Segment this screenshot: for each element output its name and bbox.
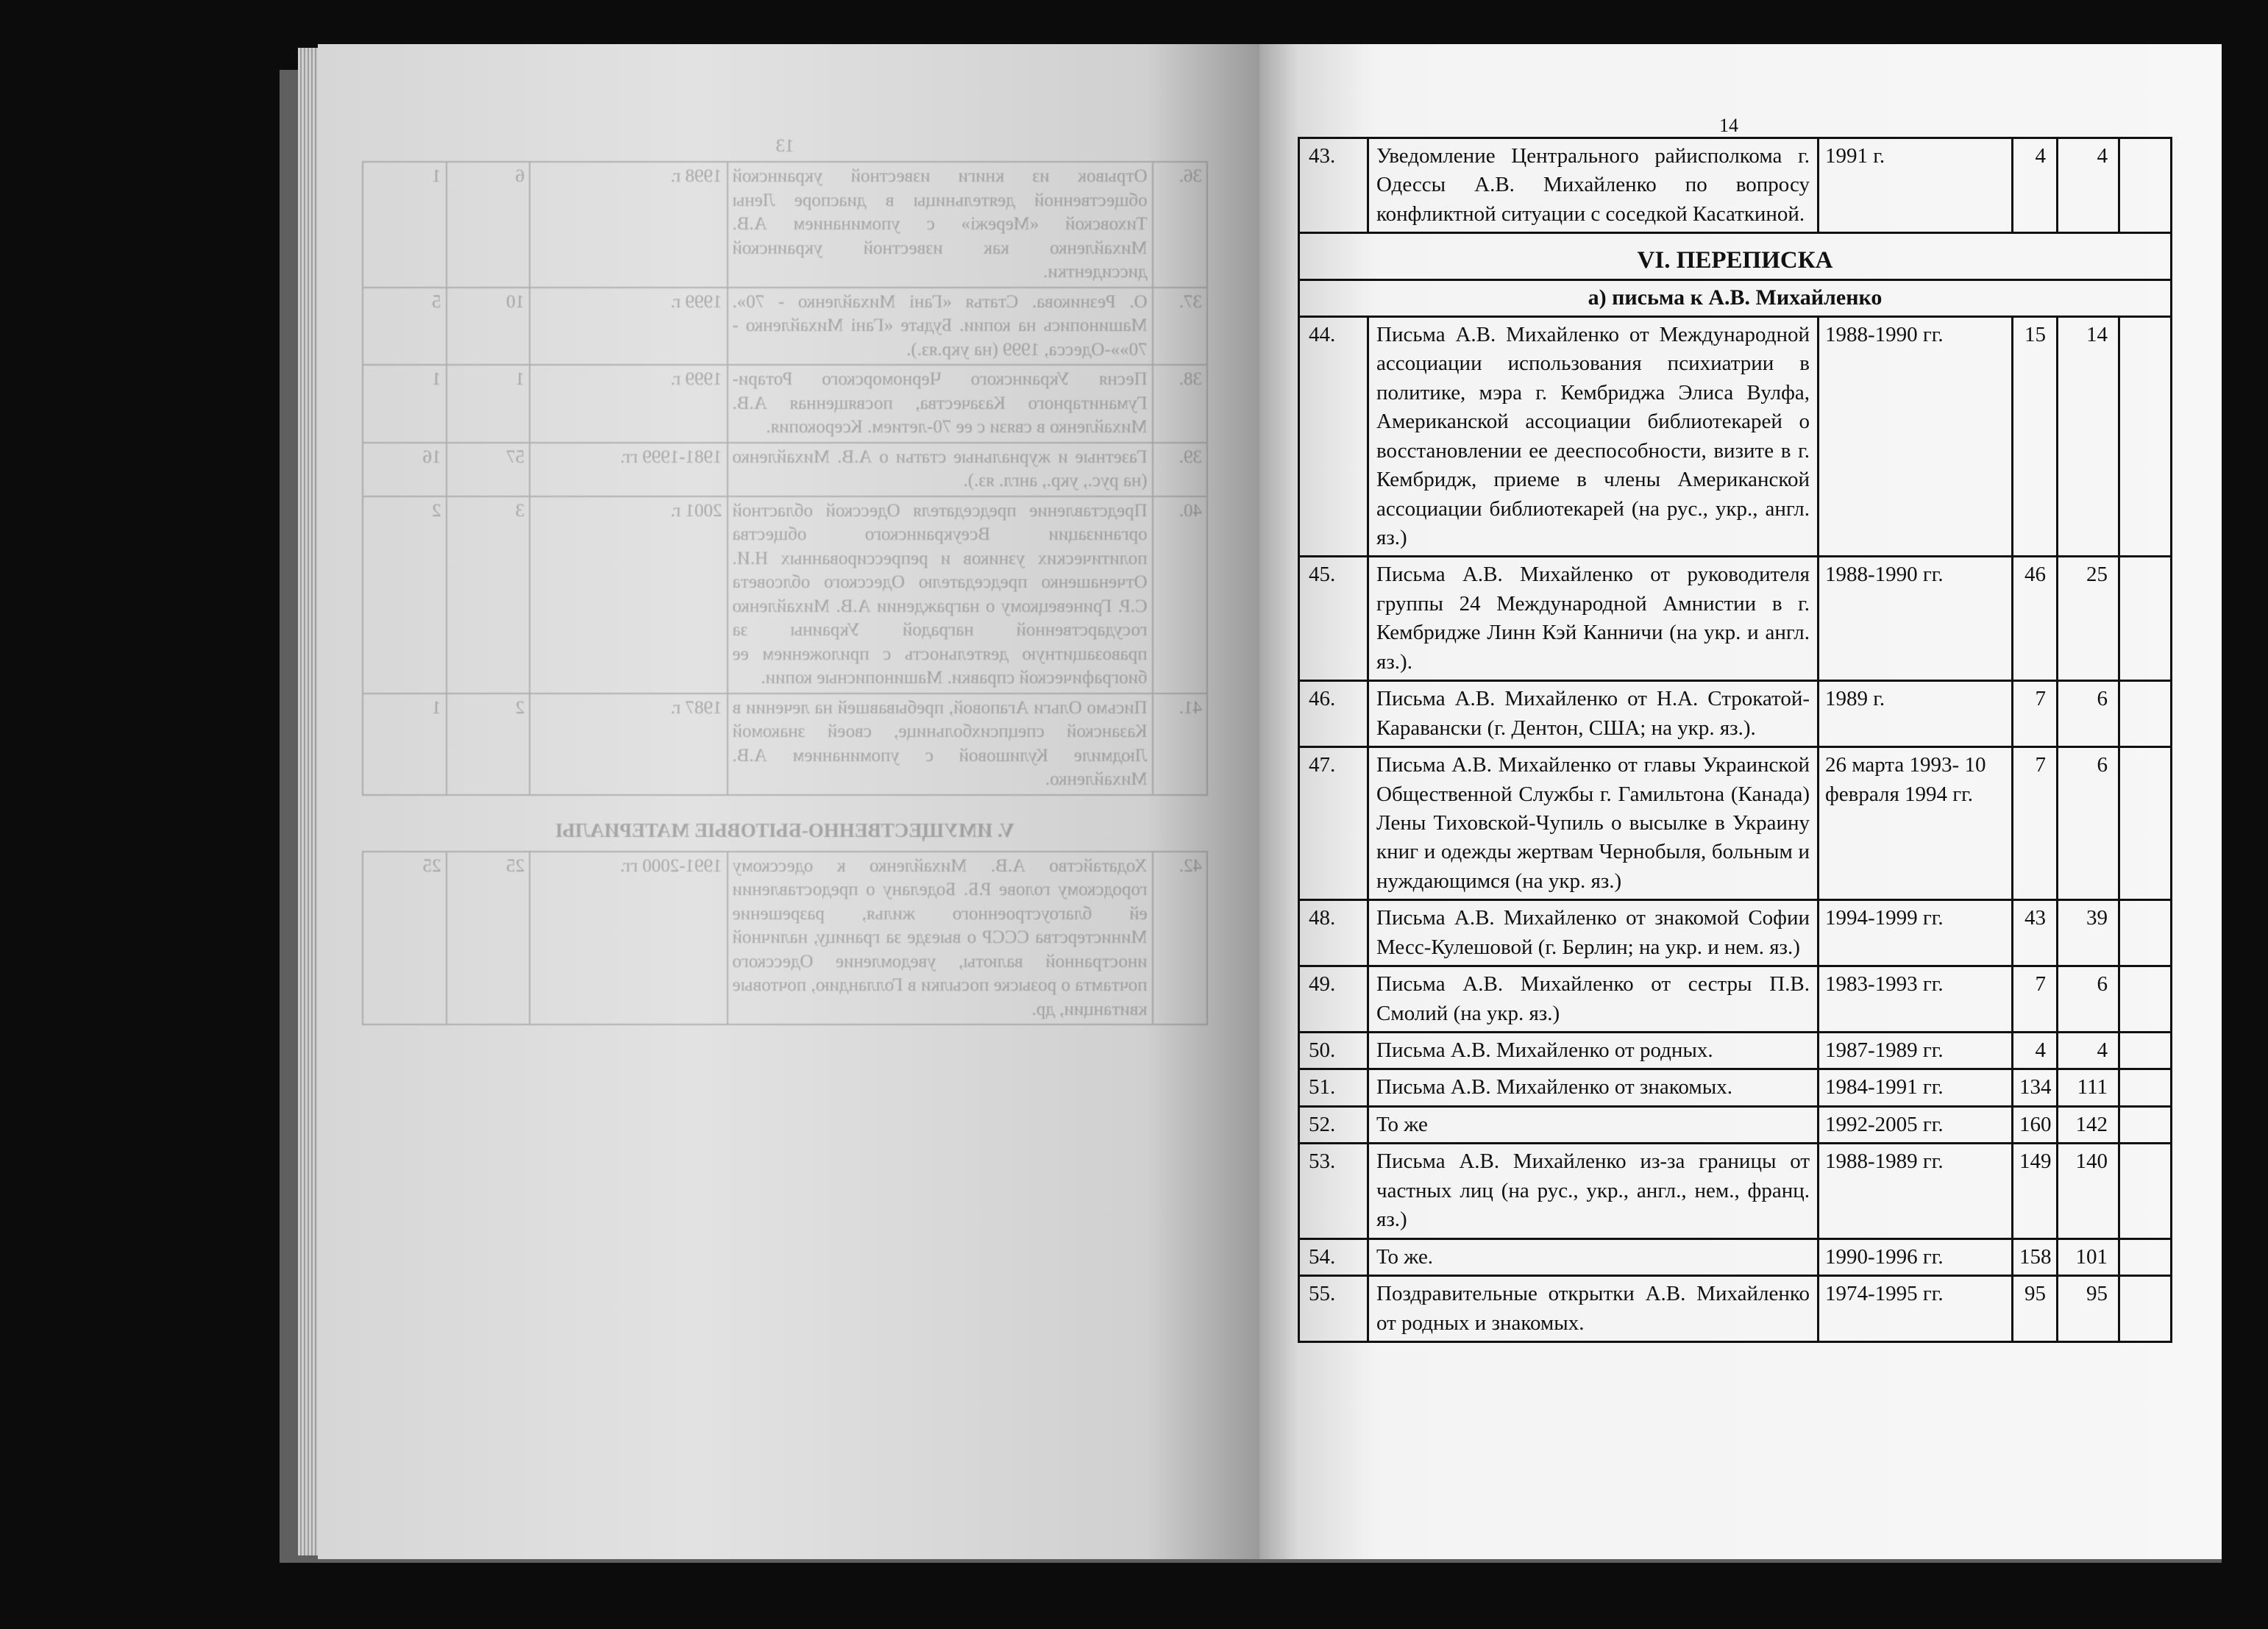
row-title: То же.: [1368, 1238, 1819, 1275]
row-number: 43.: [1299, 138, 1368, 233]
row-title: Уведомление Центрального райисполкома г. Одессы А.В. Михайленко по вопросу конфликтной ситуации с соседкой Касаткиной.: [1368, 138, 1819, 233]
row-number: 49.: [1299, 966, 1368, 1033]
row-sheets: 1: [447, 365, 530, 443]
row-number: 48.: [1299, 900, 1368, 966]
row-number: 45.: [1299, 557, 1368, 681]
table-row: [363, 443, 1207, 496]
row-number: 39.: [1153, 443, 1207, 496]
row-pages: 4: [2058, 1033, 2119, 1069]
row-pages: 6: [2058, 747, 2119, 900]
row-sheets: 2: [447, 694, 530, 795]
row-number: 52.: [1299, 1106, 1368, 1143]
section-title: VI. ПЕРЕПИСКА: [1299, 233, 2172, 280]
row-title: Письма А.В. Михайленко от главы Украинской Общественной Службы г. Гамильтона (Канада) Лены Тиховской-Чупиль о высылке в Украину книг и одежды жертвам Чернобыля, больным и нуждающимся (на укр. яз.): [1368, 747, 1819, 900]
row-notes: [2119, 1238, 2172, 1275]
row-sheets: 4: [2013, 1033, 2058, 1069]
row-title: То же: [1368, 1106, 1819, 1143]
table-row: [1299, 681, 2172, 747]
row-sheets: 95: [2013, 1276, 2058, 1342]
row-extra: 5: [363, 288, 447, 366]
row-title: Письмо Ольги Агаповой, пребывавшей на лечении в Казанской спецпсихбольнице, своей знакомой Людмиле Кулишовой с упоминанием А.В. Михайленко.: [728, 694, 1153, 795]
row-sheets: 134: [2013, 1069, 2058, 1106]
row-dates: 1981-1999 гг.: [530, 443, 727, 496]
table-row: [1299, 1276, 2172, 1342]
table-row: [1299, 747, 2172, 900]
row-title: Письма А.В. Михайленко от знакомой Софии Месс-Кулешовой (г. Берлин; на укр. и нем. яз.): [1368, 900, 1819, 966]
row-dates: 1990-1996 гг.: [1819, 1238, 2013, 1275]
row-number: 54.: [1299, 1238, 1368, 1275]
row-extra: 1: [363, 162, 447, 288]
table-row: [1299, 1106, 2172, 1143]
table-row: [1299, 1069, 2172, 1106]
row-pages: 140: [2058, 1144, 2119, 1238]
table-row: [1299, 1033, 2172, 1069]
row-dates: 1988-1990 гг.: [1819, 316, 2013, 557]
row-pages: 95: [2058, 1276, 2119, 1342]
table-row: [363, 852, 1207, 1025]
table-row: [1299, 557, 2172, 681]
row-dates: 1989 г.: [1819, 681, 2013, 747]
row-dates: 1974-1995 гг.: [1819, 1276, 2013, 1342]
row-title: Представление председателя Одесской областной организации Всеукраинского общества политических узников и репрессированных Н.И. Отченашенко председателю Одесского облсовета С.Р. Гриневецкому о награждении А.В. Михайленко государственной наградой Украины за правозащитную деятельность с приложением ее биографической справки. Машинописные копии.: [728, 496, 1153, 694]
table-row: [1299, 966, 2172, 1033]
row-number: 46.: [1299, 681, 1368, 747]
row-notes: [2119, 138, 2172, 233]
row-dates: 1994-1999 гг.: [1819, 900, 2013, 966]
row-title: Письма А.В. Михайленко от родных.: [1368, 1033, 1819, 1069]
table-row: [363, 288, 1207, 366]
row-number: 36.: [1153, 162, 1207, 288]
row-sheets: 4: [2013, 138, 2058, 233]
subsection-row: [1299, 280, 2172, 317]
section-title: V. ИМУЩЕСТВЕННО-БЫТОВЫЕ МАТЕРИАЛЫ: [555, 819, 1014, 841]
row-dates: 1988-1990 гг.: [1819, 557, 2013, 681]
row-dates: 1999 г.: [530, 365, 727, 443]
row-notes: [2119, 900, 2172, 966]
row-notes: [2119, 747, 2172, 900]
row-pages: 4: [2058, 138, 2119, 233]
row-sheets: 57: [447, 443, 530, 496]
row-dates: 1987-1989 гг.: [1819, 1033, 2013, 1069]
row-title: Поздравительные открытки А.В. Михайленко от родных и знакомых.: [1368, 1276, 1819, 1342]
row-sheets: 3: [447, 496, 530, 694]
right-page: [1259, 44, 2222, 1559]
row-number: 55.: [1299, 1276, 1368, 1342]
row-pages: 111: [2058, 1069, 2119, 1106]
table-row: [1299, 1144, 2172, 1238]
row-number: 40.: [1153, 496, 1207, 694]
row-number: 42.: [1153, 852, 1207, 1025]
row-title: Письма А.В. Михайленко из-за границы от частных лиц (на рус., укр., англ., нем., франц. яз.): [1368, 1144, 1819, 1238]
table-row: [1299, 1238, 2172, 1275]
table-row: [1299, 900, 2172, 966]
section-row: [1299, 233, 2172, 280]
table-row: [1299, 316, 2172, 557]
row-extra: 2: [363, 496, 447, 694]
table-row: [363, 496, 1207, 694]
row-title: О. Резникова. Статья «Ганi Михайленко - 70». Машинопись на копии. Будьте «Ганi Михайленко - 70»»-Одесса, 1999 (на укр.яз.).: [728, 288, 1153, 366]
row-sheets: 7: [2013, 681, 2058, 747]
row-number: 38.: [1153, 365, 1207, 443]
left-page: [318, 44, 1259, 1559]
row-notes: [2119, 1069, 2172, 1106]
row-pages: 142: [2058, 1106, 2119, 1143]
page-edges: [298, 48, 320, 1555]
row-number: 50.: [1299, 1033, 1368, 1069]
row-title: Письма А.В. Михайленко от Международной ассоциации использования психиатрии в политике, мэра г. Кембриджа Элиса Вулфа, Американской ассоциации библиотекарей о восстановлении ее дееспособности, визите в г. Кембридж, приеме в члены Американской ассоциации библиотекарей (на рус., укр., англ. яз.): [1368, 316, 1819, 557]
row-title: Газетные и журнальные статьи о А.В. Михайленко (на рус., укр., англ. яз.).: [728, 443, 1153, 496]
row-dates: 1991 г.: [1819, 138, 2013, 233]
row-pages: 25: [2058, 557, 2119, 681]
left-page-bleed-through-text: [362, 136, 1208, 1025]
row-notes: [2119, 966, 2172, 1033]
row-title: Письма А.В. Михайленко от руководителя группы 24 Международной Амнистии в г. Кембридже Линн Кэй Канничи (на укр. и англ. яз.).: [1368, 557, 1819, 681]
row-pages: 101: [2058, 1238, 2119, 1275]
row-sheets: 7: [2013, 966, 2058, 1033]
row-sheets: 25: [447, 852, 530, 1025]
row-notes: [2119, 316, 2172, 557]
row-dates: 1998 г.: [530, 162, 727, 288]
row-pages: 14: [2058, 316, 2119, 557]
row-extra: 1: [363, 694, 447, 795]
table-row: [363, 162, 1207, 288]
row-pages: 6: [2058, 681, 2119, 747]
row-dates: 1991-2000 гг.: [530, 852, 727, 1025]
row-notes: [2119, 681, 2172, 747]
row-number: 51.: [1299, 1069, 1368, 1106]
row-number: 37.: [1153, 288, 1207, 366]
row-dates: 2001 г.: [530, 496, 727, 694]
row-sheets: 15: [2013, 316, 2058, 557]
row-sheets: 46: [2013, 557, 2058, 681]
row-dates: 26 марта 1993- 10 февраля 1994 гг.: [1819, 747, 2013, 900]
inventory-table: [1298, 137, 2172, 1343]
row-title: Письма А.В. Михайленко от Н.А. Строкатой-Каравански (г. Дентон, США; на укр. яз.).: [1368, 681, 1819, 747]
section-row: [363, 795, 1207, 852]
row-notes: [2119, 1106, 2172, 1143]
row-title: Ходатайство А.В. Михайленко к одесскому городскому голове Р.Б. Боделану о предоставлении ей благоустроенного жилья, разрешение Министерства СССР о выезде за границу, наличной иностранной валюты, уведомление Одесского почтамта о розыске посылки в Голландию, почтовые квитанции, др.: [728, 852, 1153, 1025]
row-notes: [2119, 1033, 2172, 1069]
row-sheets: 149: [2013, 1144, 2058, 1238]
table-row: [1299, 138, 2172, 233]
row-number: 53.: [1299, 1144, 1368, 1238]
row-notes: [2119, 1144, 2172, 1238]
row-extra: 1: [363, 365, 447, 443]
row-dates: 1987 г.: [530, 694, 727, 795]
row-sheets: 158: [2013, 1238, 2058, 1275]
row-sheets: 7: [2013, 747, 2058, 900]
row-number: 47.: [1299, 747, 1368, 900]
row-number: 44.: [1299, 316, 1368, 557]
page-number: 14: [1719, 115, 1738, 136]
row-sheets: 43: [2013, 900, 2058, 966]
row-extra: 16: [363, 443, 447, 496]
row-notes: [2119, 557, 2172, 681]
subsection-title: а) письма к А.В. Михайленко: [1299, 280, 2172, 317]
row-dates: 1988-1989 гг.: [1819, 1144, 2013, 1238]
row-title: Песня Украинского Черноморского Ротари-Гуманитарного Казачества, посвященная А.В. Михайленко в связи с ее 70-летием. Ксерокопия.: [728, 365, 1153, 443]
row-title: Письма А.В. Михайленко от знакомых.: [1368, 1069, 1819, 1106]
row-sheets: 10: [447, 288, 530, 366]
row-sheets: 6: [447, 162, 530, 288]
row-number: 41.: [1153, 694, 1207, 795]
row-extra: 25: [363, 852, 447, 1025]
table-row: [363, 694, 1207, 795]
row-dates: 1992-2005 гг.: [1819, 1106, 2013, 1143]
left-page-number: 13: [775, 136, 794, 156]
left-page-table: [362, 161, 1208, 1025]
row-title: Отрывок из книги известной украинской общественной деятельницы в диаспоре Лены Тиховской «Мережi» с упоминанием А.В. Михайленко как известной украинской диссидентки.: [728, 162, 1153, 288]
row-notes: [2119, 1276, 2172, 1342]
row-dates: 1984-1991 гг.: [1819, 1069, 2013, 1106]
row-sheets: 160: [2013, 1106, 2058, 1143]
table-row: [363, 365, 1207, 443]
row-pages: 39: [2058, 900, 2119, 966]
row-dates: 1999 г.: [530, 288, 727, 366]
row-dates: 1983-1993 гг.: [1819, 966, 2013, 1033]
row-pages: 6: [2058, 966, 2119, 1033]
row-title: Письма А.В. Михайленко от сестры П.В. Смолий (на укр. яз.): [1368, 966, 1819, 1033]
